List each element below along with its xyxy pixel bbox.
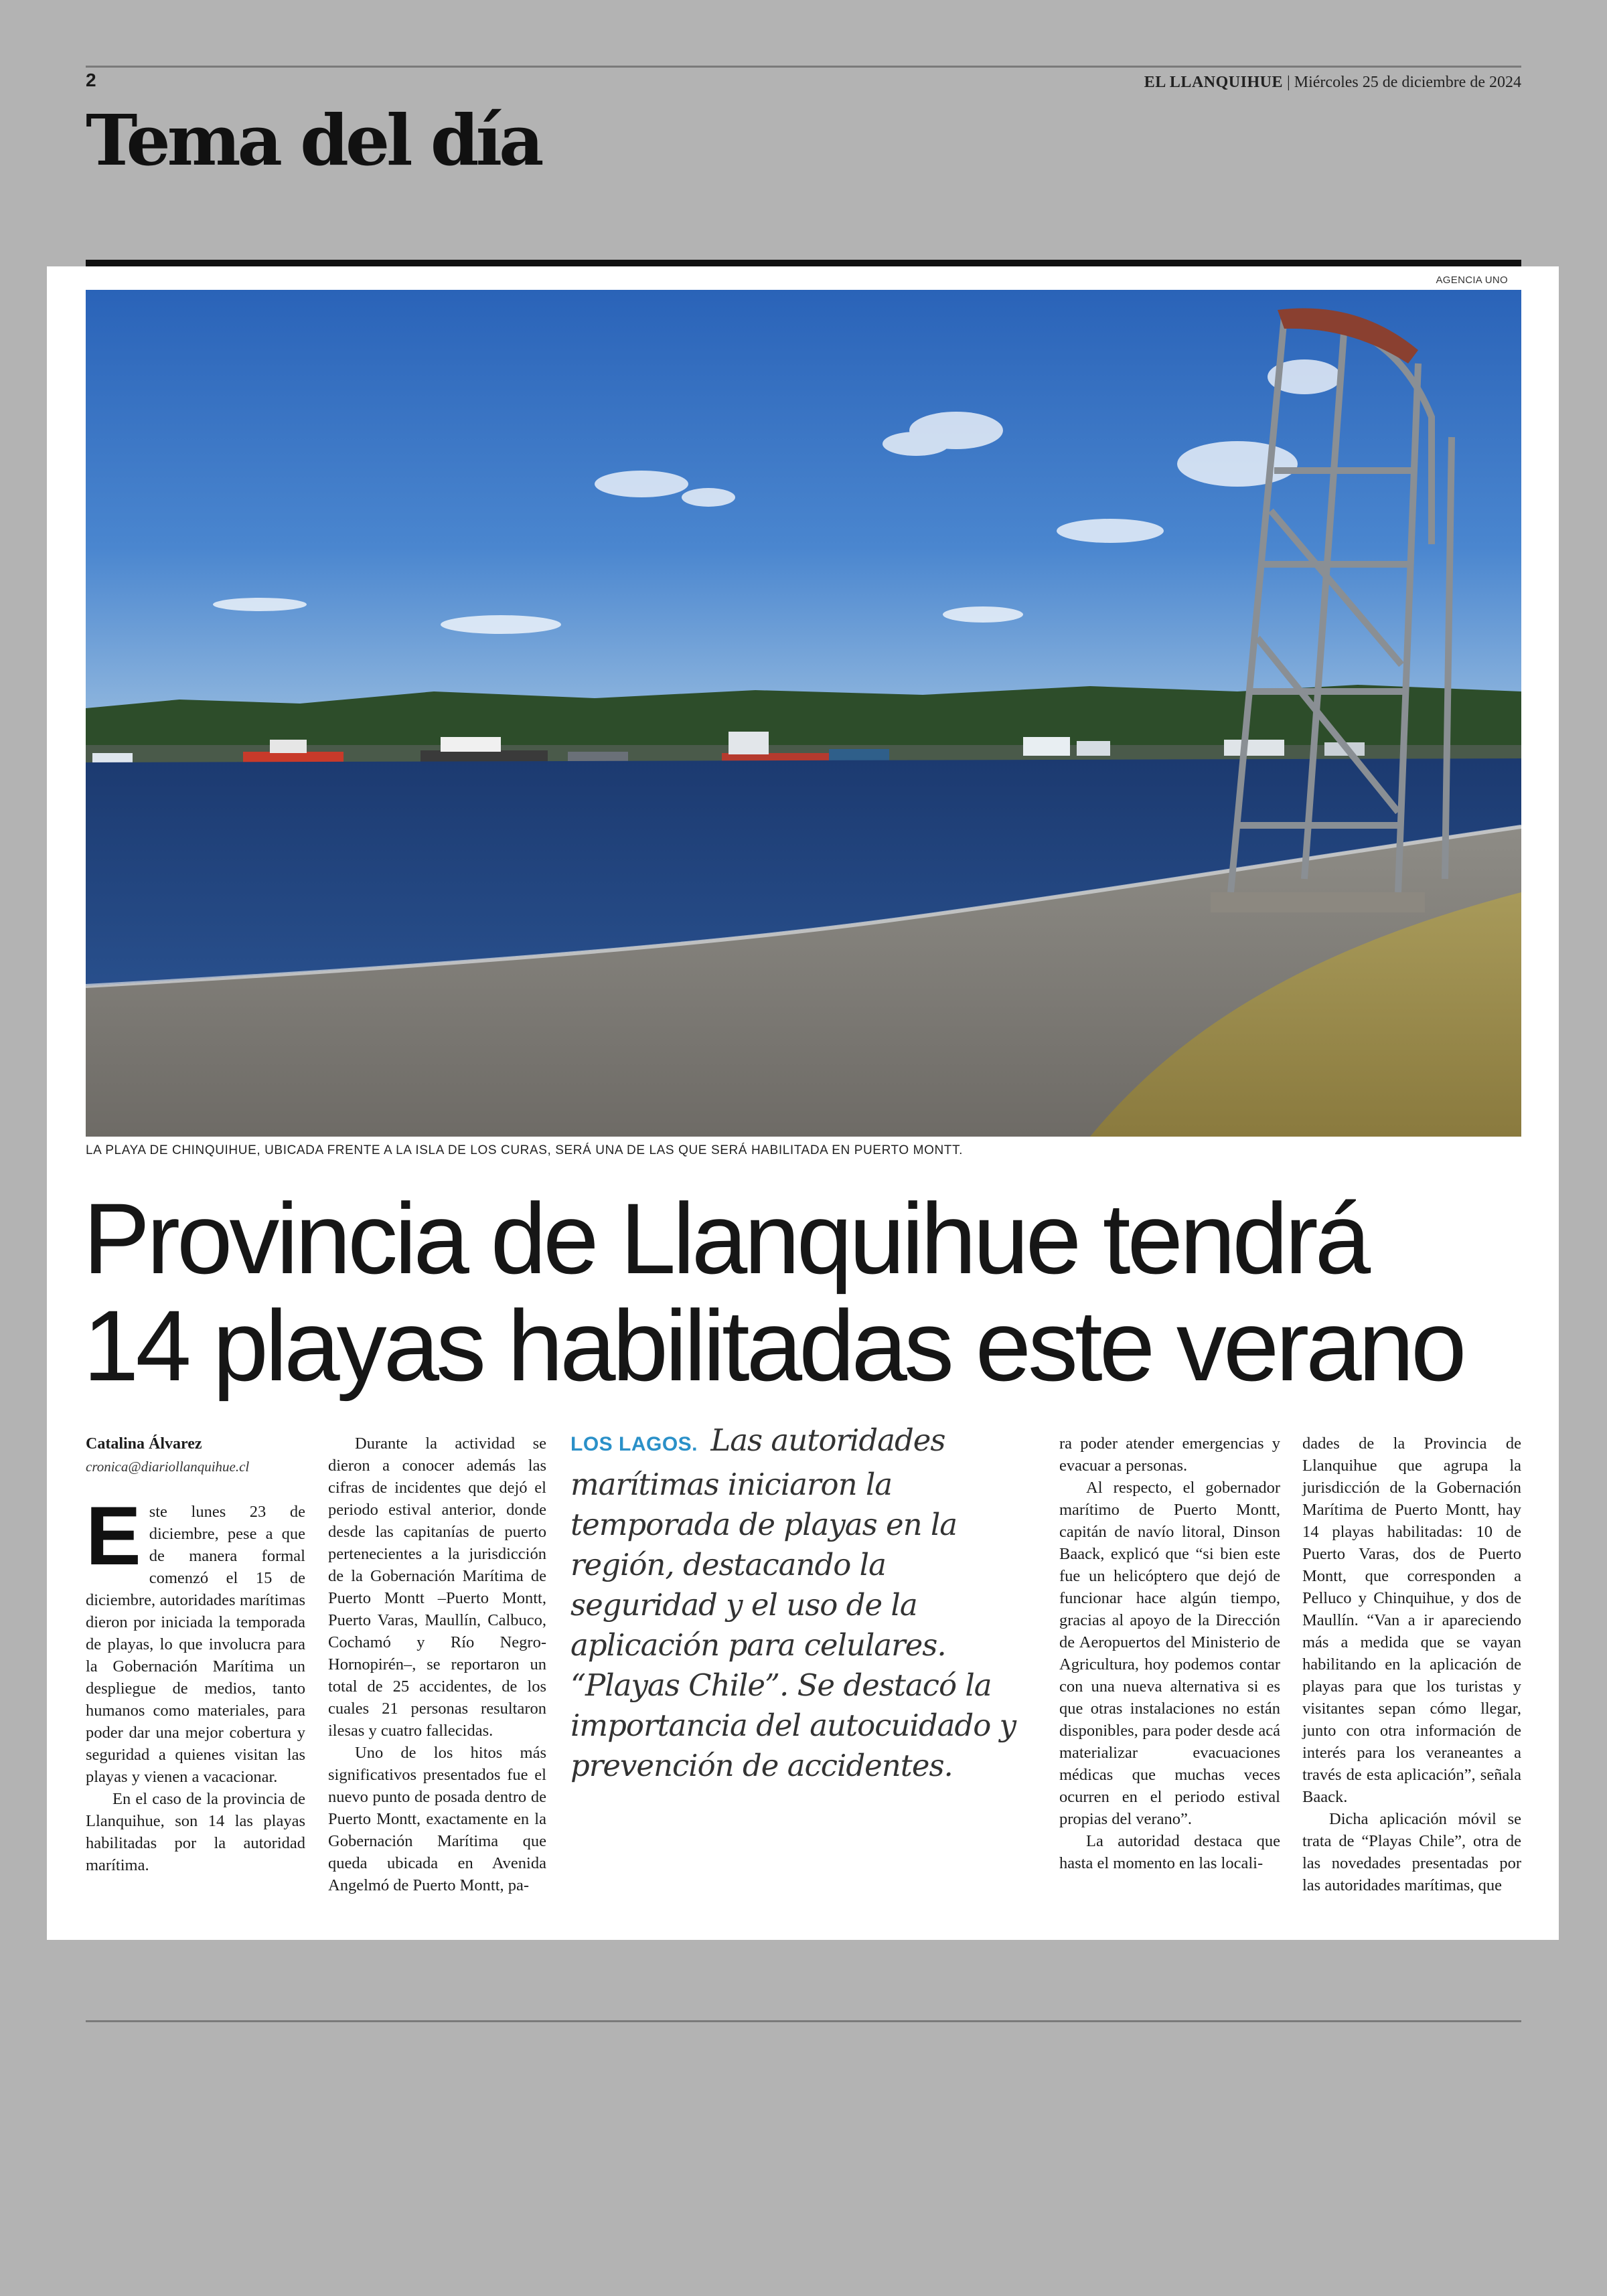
- body-paragraph: Durante la actividad se dieron a conocer además las cifras de incidentes que dejó el periodo estival anterior, donde desde las capitanías de puerto pertenecientes a la jurisdicción de la Gobernación Marítima de Puerto Montt –Puerto Montt, Puerto Varas, Maullín, Calbuco, Cochamó y Río Negro-Hornopirén–, se reportaron un total de 25 accidentes, de los cuales 21 personas resultaron ilesas y cuatro fallecidas.: [328, 1434, 546, 1740]
- drop-cap: E: [86, 1490, 141, 1582]
- article-column-5: [1302, 1432, 1521, 1896]
- beach-photo: [86, 290, 1521, 1137]
- headline-line-2: 14 playas habilitadas este verano: [83, 1289, 1464, 1402]
- byline-author: Catalina Álvarez: [86, 1435, 202, 1453]
- byline-email[interactable]: cronica@diariollanquihue.cl: [86, 1459, 250, 1475]
- lead-kicker: LOS LAGOS.: [570, 1433, 698, 1455]
- body-paragraph: Al respecto, el gobernador marítimo de Puerto Montt, capitán de navío litoral, Dinson Baack, explicó que “si bien este fue un helicóptero que dejó de funcionar hace algún tiempo, gracias al apoyo de la Dirección de Aeropuertos del Ministerio de Agricultura, hoy podemos contar con una nueva alternativa si es que otras instalaciones no están disponibles, para poder desde acá materializar evacuaciones médicas que muchas veces ocurren en el periodo estival propias del verano”.: [1059, 1479, 1280, 1828]
- dateline: EL LLANQUIHUE | Miércoles 25 de diciembre de 2024: [1144, 74, 1521, 91]
- newspaper-name: EL LLANQUIHUE: [1144, 74, 1283, 91]
- article-column-4: [1059, 1432, 1280, 1874]
- body-paragraph: La autoridad destaca que hasta el momento en las locali-: [1059, 1832, 1280, 1872]
- photo-caption: LA PLAYA DE CHINQUIHUE, UBICADA FRENTE A LA ISLA DE LOS CURAS, SERÁ UNA DE LAS QUE SERÁ HABILITADA EN PUERTO MONTT.: [86, 1143, 963, 1157]
- article-column-1: [86, 1432, 305, 1876]
- section-title: Tema del día: [86, 99, 541, 181]
- page-number: 2: [86, 70, 96, 90]
- body-paragraph: ra poder atender emergencias y evacuar a personas.: [1059, 1434, 1280, 1475]
- body-paragraph: Dicha aplicación móvil se trata de “Playas Chile”, otra de las novedades presentadas por las autoridades marítimas, que: [1302, 1810, 1521, 1894]
- lead-paragraph: [570, 1420, 1039, 1786]
- body-paragraph: Uno de los hitos más significativos presentados fue el nuevo punto de posada dentro de Puerto Montt, exactamente en la Gobernación Marítima que queda ubicada en Avenida Angelmó de Puerto Montt, pa-: [328, 1744, 546, 1894]
- top-rule: [86, 66, 1521, 68]
- headline: [83, 1182, 1529, 1402]
- headline-line-1: Provincia de Llanquihue tendrá: [83, 1182, 1368, 1295]
- body-text: ste lunes 23 de diciembre, pese a que de manera formal comenzó el 15 de diciembre, autoridades marítimas dieron por iniciada la temporada de playas, lo que involucra para la Gobernación Marítima un despliegue de medios, tanto humanos como materiales, para poder dar una mejor cobertura y seguridad a quienes visitan las playas y vienen a vacacionar.: [86, 1503, 305, 1786]
- bottom-rule: [86, 2020, 1521, 2022]
- issue-date: Miércoles 25 de diciembre de 2024: [1294, 74, 1521, 91]
- body-paragraph: [86, 1490, 305, 1788]
- article-column-2: [328, 1432, 546, 1896]
- body-paragraph: En el caso de la provincia de Llanquihue, son 14 las playas habilitadas por la autoridad marítima.: [86, 1790, 305, 1874]
- photo-credit: AGENCIA UNO: [1436, 274, 1508, 286]
- body-paragraph: dades de la Provincia de Llanquihue que agrupa la jurisdicción de la Gobernación Marítima de Puerto Montt, hay 14 playas habilitadas: 10 de Puerto Varas, dos de Puerto Montt, que corresponden a Pelluco y Chinquihue, y dos de Maullín. “Van a ir apareciendo más a medida que se vayan habilitando en la aplicación de playas para que los turistas y visitantes sepan cómo llegar, junto con otra información de interés para los veraneantes a través de esta aplicación”, señala Baack.: [1302, 1434, 1521, 1806]
- lead-text: Las autoridades marítimas iniciaron la temporada de playas en la región, destacando la seguridad y el uso de la aplicación para celulares. “Playas Chile”. Se destacó la importancia del autocuidado y prevención de accidentes.: [570, 1422, 1016, 1783]
